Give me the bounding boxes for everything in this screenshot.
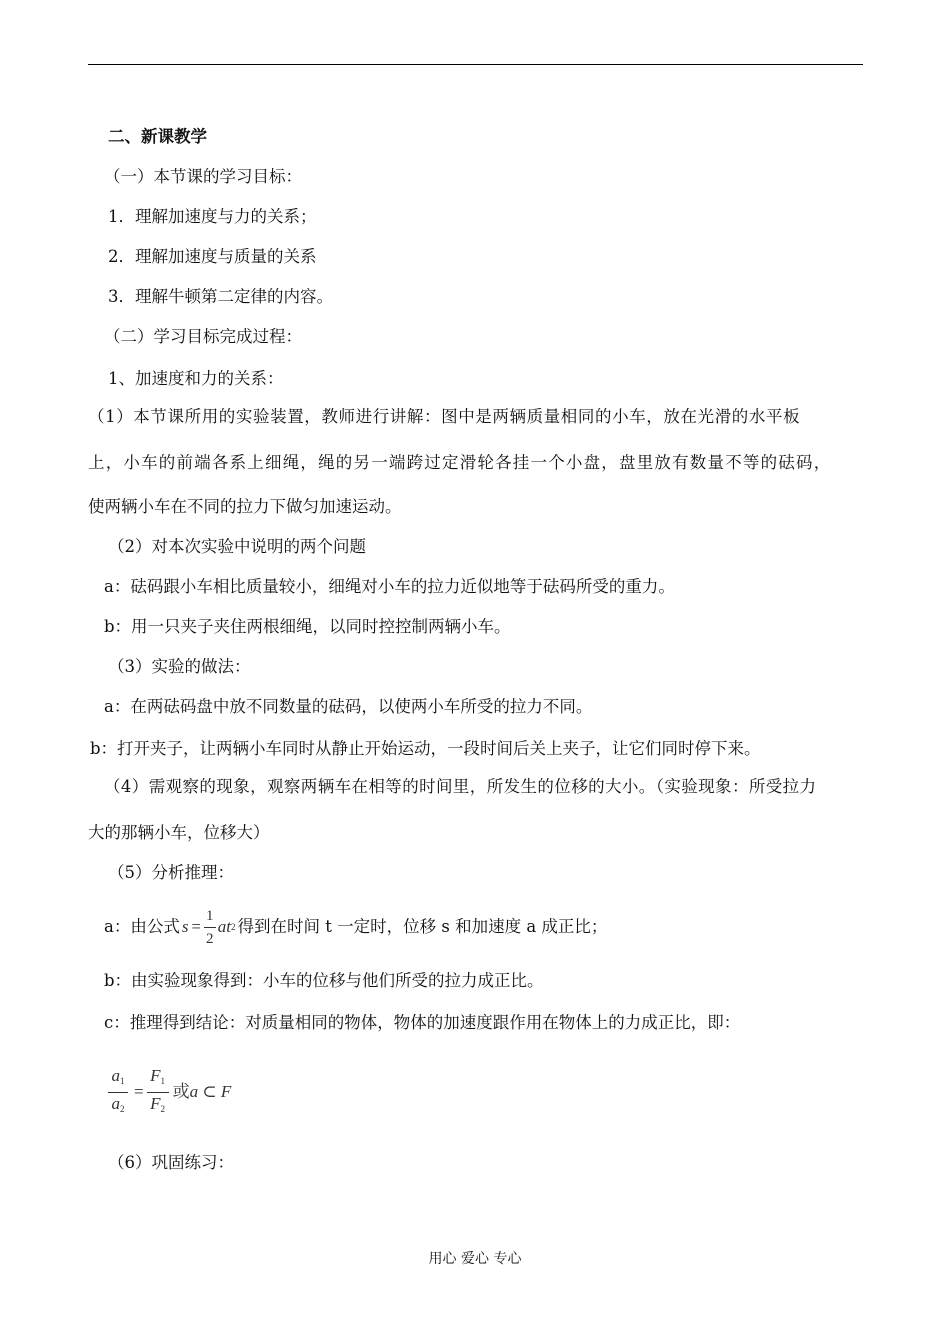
subscript-2: 2: [160, 1103, 166, 1114]
section-title: 二、新课教学: [108, 127, 207, 146]
distance-formula: [182, 905, 236, 950]
text-line: 1．理解加速度与力的关系；: [108, 207, 317, 226]
subscript-1: 1: [160, 1075, 166, 1086]
subscript-2: 2: [120, 1103, 125, 1114]
proportion-formula: [108, 1064, 231, 1120]
formula-prefix: a：由公式: [104, 917, 180, 936]
formula-equals: =: [134, 1082, 144, 1101]
header-rule: [88, 64, 863, 65]
text-line: b：用一只夹子夹住两根细绳，以同时控控制两辆小车。: [104, 617, 511, 636]
subscript-1: 1: [120, 1075, 125, 1086]
text-line: 3．理解牛顿第二定律的内容。: [108, 287, 333, 306]
text-line: （一）本节课的学习目标：: [104, 167, 302, 186]
ratio-denominator: [147, 1093, 169, 1120]
text-line: 大的那辆小车，位移大）: [88, 823, 270, 842]
symbol-a: a: [111, 1065, 120, 1085]
ratio-numerator: [147, 1065, 169, 1092]
acceleration-ratio: [108, 1065, 128, 1120]
symbol-a: a: [111, 1093, 120, 1113]
text-line: 使两辆小车在不同的拉力下做匀加速运动。: [88, 497, 402, 516]
formula-line: [104, 902, 607, 952]
text-line: c：推理得到结论：对质量相同的物体，物体的加速度跟作用在物体上的力成正比，即：: [104, 1013, 741, 1032]
formula-exponent: 2: [231, 922, 236, 932]
formula-or: 或: [172, 1082, 190, 1101]
text-line: 1、加速度和力的关系：: [108, 369, 284, 388]
text-line: （二）学习目标完成过程：: [104, 327, 302, 346]
formula-equals: =: [191, 917, 201, 936]
text-line: （4）需观察的现象，观察两辆车在相等的时间里，所发生的位移的大小。（实验现象：所受拉力: [104, 777, 817, 796]
ratio-numerator: [108, 1065, 128, 1092]
symbol-F: F: [150, 1093, 161, 1113]
text-line: b：由实验现象得到：小车的位移与他们所受的拉力成正比。: [104, 971, 544, 990]
text-line: 2．理解加速度与质量的关系: [108, 247, 317, 266]
fraction-numerator: 1: [206, 907, 214, 924]
text-line: （3）实验的做法：: [108, 657, 251, 676]
text-line: （1）本节课所用的实验装置，教师进行讲解：图中是两辆质量相同的小车，放在光滑的水平板: [88, 407, 801, 426]
fraction-denominator: 2: [206, 930, 214, 947]
half-fraction: [204, 905, 216, 950]
force-ratio: [147, 1065, 169, 1120]
text-line: a：砝码跟小车相比质量较小，细绳对小车的拉力近似地等于砝码所受的重力。: [104, 577, 675, 596]
symbol-F: F: [150, 1065, 161, 1085]
text-line: 上，小车的前端各系上细绳，绳的另一端跨过定滑轮各挂一个小盘，盘里放有数量不等的砝码，: [88, 453, 832, 472]
text-line: （6）巩固练习：: [108, 1153, 234, 1172]
formula-suffix: 得到在时间 t 一定时，位移 s 和加速度 a 成正比；: [237, 917, 608, 936]
formula-s: s: [181, 917, 189, 936]
ratio-denominator: [108, 1093, 128, 1120]
text-line: （2）对本次实验中说明的两个问题: [108, 537, 366, 556]
text-line: b：打开夹子，让两辆小车同时从静止开始运动，一段时间后关上夹子，让它们同时停下来。: [90, 739, 761, 758]
text-line: （5）分析推理：: [108, 863, 234, 882]
formula-at: at: [217, 917, 232, 936]
proportional-relation: a ⊂ F: [189, 1082, 232, 1101]
text-line: a：在两砝码盘中放不同数量的砝码，以使两小车所受的拉力不同。: [104, 697, 593, 716]
page-footer: 用心 爱心 专心: [428, 1251, 522, 1267]
